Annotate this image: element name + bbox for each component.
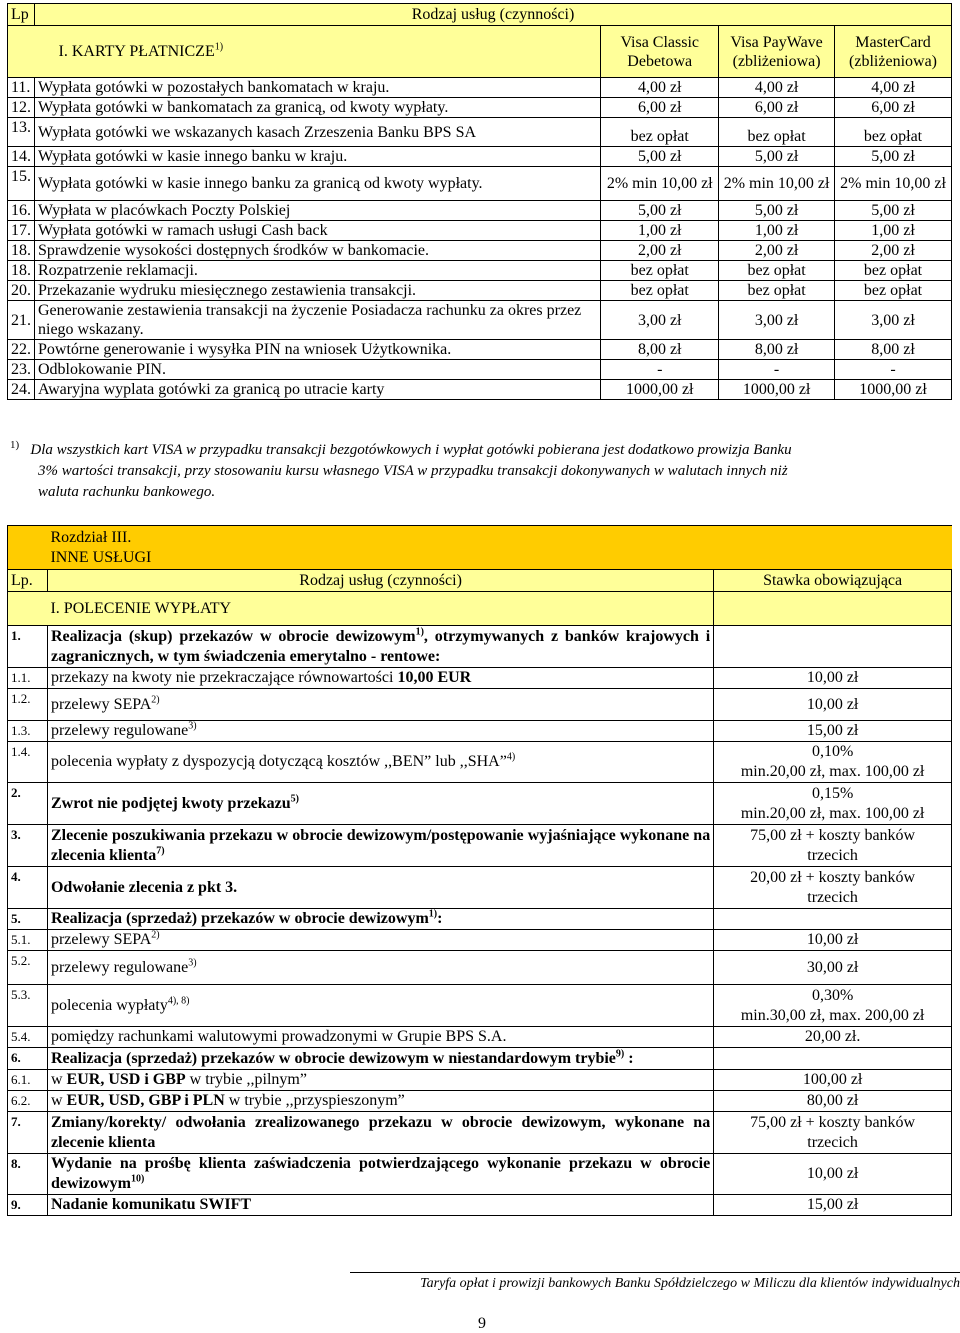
cell-v1: 1,00 zł	[601, 221, 719, 241]
section-cards: I. KARTY PŁATNICZE$^{1)}$	[35, 26, 601, 78]
cell-v1: 2% min 10,00 zł	[601, 167, 719, 201]
cell-desc: Awaryjna wyplata gotówki za granicą po utracie karty	[35, 380, 601, 400]
cell-desc: przekazy na kwoty nie przekraczające równowartości 10,00 EUR	[47, 668, 713, 689]
cell-v2: bez opłat	[719, 261, 835, 281]
table-row	[8, 1048, 952, 1070]
cell-rate: 75,00 zł + koszty banków trzecich	[714, 825, 952, 867]
cell-desc: Wypłata w placówkach Poczty Polskiej	[35, 201, 601, 221]
table-row	[8, 668, 952, 689]
table-row	[8, 985, 952, 1027]
cell-desc: w EUR, USD i GBP w trybie ,,pilnym”	[47, 1070, 713, 1091]
cell-rate: 10,00 zł	[714, 1154, 952, 1195]
cell-desc: Wypłata gotówki w bankomatach za granicą, od kwoty wypłaty.	[35, 98, 601, 118]
cell-lp: 1.3.	[8, 721, 48, 742]
cell-lp: 23.	[8, 360, 35, 380]
cell-rate: 10,00 zł	[714, 930, 952, 951]
cell-lp: 1.2.	[8, 689, 48, 721]
cell-lp: 6.1.	[8, 1070, 48, 1091]
cell-rate: 20,00 zł + koszty banków trzecich	[714, 867, 952, 909]
cell-lp: 12.	[8, 98, 35, 118]
col-visa-classic: Visa Classic Debetowa	[601, 26, 719, 78]
table-row	[8, 167, 952, 201]
cell-desc: Nadanie komunikatu SWIFT	[47, 1195, 713, 1216]
cell-lp: 18.	[8, 241, 35, 261]
cell-rate: 10,00 zł	[714, 689, 952, 721]
cell-v1: 6,00 zł	[601, 98, 719, 118]
cell-desc: Powtórne generowanie i wysyłka PIN na wniosek Użytkownika.	[35, 340, 601, 360]
table-row	[8, 1091, 952, 1112]
cell-lp: 5.2.	[8, 951, 48, 985]
cell-desc: Realizacja (skup) przekazów w obrocie dewizowym$^{1)}$, otrzymywanych z banków krajowych i zagranicznych, w tym świadczenia emerytalno - rentowe:	[47, 626, 713, 668]
cell-desc: przelewy regulowane$^{3)}$	[47, 721, 713, 742]
cell-lp: 5.1.	[8, 930, 48, 951]
cell-lp: 20.	[8, 281, 35, 301]
other-services-table	[7, 525, 952, 1216]
table-row	[8, 147, 952, 167]
table-row	[8, 825, 952, 867]
cell-v2: 5,00 zł	[719, 201, 835, 221]
cell-lp: 22.	[8, 340, 35, 360]
cell-desc: w EUR, USD, GBP i PLN w trybie ,,przyspieszonym”	[47, 1091, 713, 1112]
cell-rate: 30,00 zł	[714, 951, 952, 985]
table-row	[8, 1195, 952, 1216]
cell-desc: polecenia wypłaty$^{4), 8)}$	[47, 985, 713, 1027]
cell-lp: 6.	[8, 1048, 48, 1070]
cell-lp: 13.	[8, 118, 35, 147]
cell-v2: 4,00 zł	[719, 78, 835, 98]
cell-lp: 18.	[8, 261, 35, 281]
col-mastercard: MasterCard (zbliżeniowa)	[835, 26, 952, 78]
table-row	[8, 626, 952, 668]
cell-lp: 16.	[8, 201, 35, 221]
cell-v1: 2,00 zł	[601, 241, 719, 261]
cell-rate	[714, 1048, 952, 1070]
cell-desc: Wydanie na prośbę klienta zaświadczenia potwierdzającego wykonanie przekazu w obrocie dewizowym$^{10)}$	[47, 1154, 713, 1195]
table-row	[8, 360, 952, 380]
cell-desc: polecenia wypłaty z dyspozycją dotyczącą kosztów ,,BEN” lub ,,SHA”$^{4)}$	[47, 742, 713, 783]
table-row	[8, 301, 952, 340]
cell-desc: Odwołanie zlecenia z pkt 3.	[47, 867, 713, 909]
table-row	[8, 1154, 952, 1195]
cell-lp: 11.	[8, 78, 35, 98]
table-row	[8, 118, 952, 147]
table-row	[8, 1027, 952, 1048]
table-row	[8, 721, 952, 742]
cell-rate	[714, 909, 952, 930]
cell-v2: bez opłat	[719, 281, 835, 301]
cell-lp: 15.	[8, 167, 35, 201]
table-row	[8, 380, 952, 400]
cell-v3: 1,00 zł	[835, 221, 952, 241]
cell-v1: bez opłat	[601, 118, 719, 147]
cell-desc: Wypłata gotówki we wskazanych kasach Zrzeszenia Banku BPS SA	[35, 118, 601, 147]
cell-desc: Przekazanie wydruku miesięcznego zestawienia transakcji.	[35, 281, 601, 301]
cell-desc: pomiędzy rachunkami walutowymi prowadzonymi w Grupie BPS S.A.	[47, 1027, 713, 1048]
cell-v3: 1000,00 zł	[835, 380, 952, 400]
cell-v1: 4,00 zł	[601, 78, 719, 98]
cell-lp: 4.	[8, 867, 48, 909]
header-lp: Lp	[8, 4, 35, 26]
cell-rate: 20,00 zł.	[714, 1027, 952, 1048]
table-row	[8, 98, 952, 118]
cell-desc: Realizacja (sprzedaż) przekazów w obrocie dewizowym$^{1)}$:	[47, 909, 713, 930]
chapter-title: Rozdział III. INNE USŁUGI	[47, 526, 951, 570]
cell-desc: Zmiany/korekty/ odwołania zrealizowanego przekazu w obrocie dewizowym, wykonane na zlecenie klienta	[47, 1112, 713, 1154]
cell-desc: Wypłata gotówki w kasie innego banku za granicą od kwoty wypłaty.	[35, 167, 601, 201]
table-row	[8, 261, 952, 281]
table-row	[8, 783, 952, 825]
cell-lp: 5.4.	[8, 1027, 48, 1048]
cell-v2: 1,00 zł	[719, 221, 835, 241]
table-row	[8, 201, 952, 221]
cell-desc: Zwrot nie podjętej kwoty przekazu$^{5)}$	[47, 783, 713, 825]
cell-v3: 6,00 zł	[835, 98, 952, 118]
cell-v2: 8,00 zł	[719, 340, 835, 360]
cell-v2: 3,00 zł	[719, 301, 835, 340]
cell-v1: -	[601, 360, 719, 380]
cell-desc: Zlecenie poszukiwania przekazu w obrocie dewizowym/postępowanie wyjaśniające wykonane na zlecenia klienta$^{7)}$	[47, 825, 713, 867]
cell-lp: 5.3.	[8, 985, 48, 1027]
cell-rate: 100,00 zł	[714, 1070, 952, 1091]
cell-v3: 5,00 zł	[835, 201, 952, 221]
table-row	[8, 221, 952, 241]
header-service-type: Rodzaj usług (czynności)	[47, 570, 713, 592]
cell-lp: 1.4.	[8, 742, 48, 783]
cell-desc: Wypłata gotówki w pozostałych bankomatach w kraju.	[35, 78, 601, 98]
table-row	[8, 951, 952, 985]
table-row	[8, 930, 952, 951]
cell-rate: 80,00 zł	[714, 1091, 952, 1112]
cell-v2: -	[719, 360, 835, 380]
table-row	[8, 340, 952, 360]
table-row	[8, 742, 952, 783]
cell-v2: 2% min 10,00 zł	[719, 167, 835, 201]
cards-footnote: $^{1)}$ Dla wszystkich kart VISA w przypadku transakcji bezgotówkowych i wypłat gotówki pobierana jest dodatkowo prowizja Banku 3% wartości transakcji, przy stosowaniu kursu własnego VISA w przypadku transakcji dokonywanych w walutach innych niż waluta rachunku bankowego.	[10, 439, 792, 500]
cell-v2: 2,00 zł	[719, 241, 835, 261]
header-service-type: Rodzaj usług (czynności)	[35, 4, 952, 26]
cell-desc: przelewy SEPA$^{2)}$	[47, 930, 713, 951]
section-payment-order: I. POLECENIE WYPŁATY	[47, 592, 713, 626]
cell-rate: 0,10% min.20,00 zł, max. 100,00 zł	[714, 742, 952, 783]
cell-rate: 15,00 zł	[714, 1195, 952, 1216]
cell-desc: Wypłata gotówki w kasie innego banku w kraju.	[35, 147, 601, 167]
cell-v3: bez opłat	[835, 118, 952, 147]
table-row	[8, 867, 952, 909]
cell-v1: 3,00 zł	[601, 301, 719, 340]
cell-desc: Realizacja (sprzedaż) przekazów w obrocie dewizowym w niestandardowym trybie$^{9)}$ :	[47, 1048, 713, 1070]
cell-desc: Sprawdzenie wysokości dostępnych środków w bankomacie.	[35, 241, 601, 261]
cell-rate: 15,00 zł	[714, 721, 952, 742]
cell-lp: 17.	[8, 221, 35, 241]
cell-lp: 14.	[8, 147, 35, 167]
cell-v2: 5,00 zł	[719, 147, 835, 167]
cell-desc: przelewy SEPA$^{2)}$	[47, 689, 713, 721]
cell-v1: bez opłat	[601, 261, 719, 281]
cell-lp: 5.	[8, 909, 48, 930]
cell-v1: 1000,00 zł	[601, 380, 719, 400]
header-rate: Stawka obowiązująca	[714, 570, 952, 592]
cell-v3: 2% min 10,00 zł	[835, 167, 952, 201]
cell-v1: 5,00 zł	[601, 147, 719, 167]
cell-v2: bez opłat	[719, 118, 835, 147]
table-row	[8, 909, 952, 930]
cell-v3: 8,00 zł	[835, 340, 952, 360]
cell-rate: 10,00 zł	[714, 668, 952, 689]
cell-lp: 9.	[8, 1195, 48, 1216]
cell-v1: 8,00 zł	[601, 340, 719, 360]
table-row	[8, 689, 952, 721]
cell-lp: 7.	[8, 1112, 48, 1154]
cell-v1: bez opłat	[601, 281, 719, 301]
footer-text: Taryfa opłat i prowizji bankowych Banku Spółdzielczego w Miliczu dla klientów indywidualnych	[350, 1272, 960, 1292]
table-row	[8, 1112, 952, 1154]
cell-v3: bez opłat	[835, 281, 952, 301]
table-row	[8, 78, 952, 98]
col-visa-paywave: Visa PayWave (zbliżeniowa)	[719, 26, 835, 78]
table-row	[8, 1070, 952, 1091]
cell-v1: 5,00 zł	[601, 201, 719, 221]
cell-lp: 6.2.	[8, 1091, 48, 1112]
cell-rate: 0,30% min.30,00 zł, max. 200,00 zł	[714, 985, 952, 1027]
cell-rate: 0,15% min.20,00 zł, max. 100,00 zł	[714, 783, 952, 825]
cell-v3: bez opłat	[835, 261, 952, 281]
cell-v3: 5,00 zł	[835, 147, 952, 167]
cards-fee-table	[7, 3, 952, 400]
cell-desc: Odblokowanie PIN.	[35, 360, 601, 380]
page-number: 9	[478, 1315, 486, 1332]
cell-lp: 3.	[8, 825, 48, 867]
header-lp: Lp.	[8, 570, 48, 592]
cell-lp: 2.	[8, 783, 48, 825]
cell-desc: przelewy regulowane$^{3)}$	[47, 951, 713, 985]
cell-desc: Rozpatrzenie reklamacji.	[35, 261, 601, 281]
table-row	[8, 281, 952, 301]
cell-desc: Wypłata gotówki w ramach usługi Cash back	[35, 221, 601, 241]
cell-rate: 75,00 zł + koszty banków trzecich	[714, 1112, 952, 1154]
cell-v3: 4,00 zł	[835, 78, 952, 98]
cell-lp: 1.	[8, 626, 48, 668]
cell-v3: 2,00 zł	[835, 241, 952, 261]
cell-v2: 1000,00 zł	[719, 380, 835, 400]
cell-lp: 1.1.	[8, 668, 48, 689]
cell-lp: 24.	[8, 380, 35, 400]
table-row	[8, 241, 952, 261]
cell-lp: 21.	[8, 301, 35, 340]
cell-lp: 8.	[8, 1154, 48, 1195]
cell-v3: 3,00 zł	[835, 301, 952, 340]
cell-v2: 6,00 zł	[719, 98, 835, 118]
cell-desc: Generowanie zestawienia transakcji na życzenie Posiadacza rachunku za okres przez niego wskazany.	[35, 301, 601, 340]
cell-v3: -	[835, 360, 952, 380]
cell-rate	[714, 626, 952, 668]
